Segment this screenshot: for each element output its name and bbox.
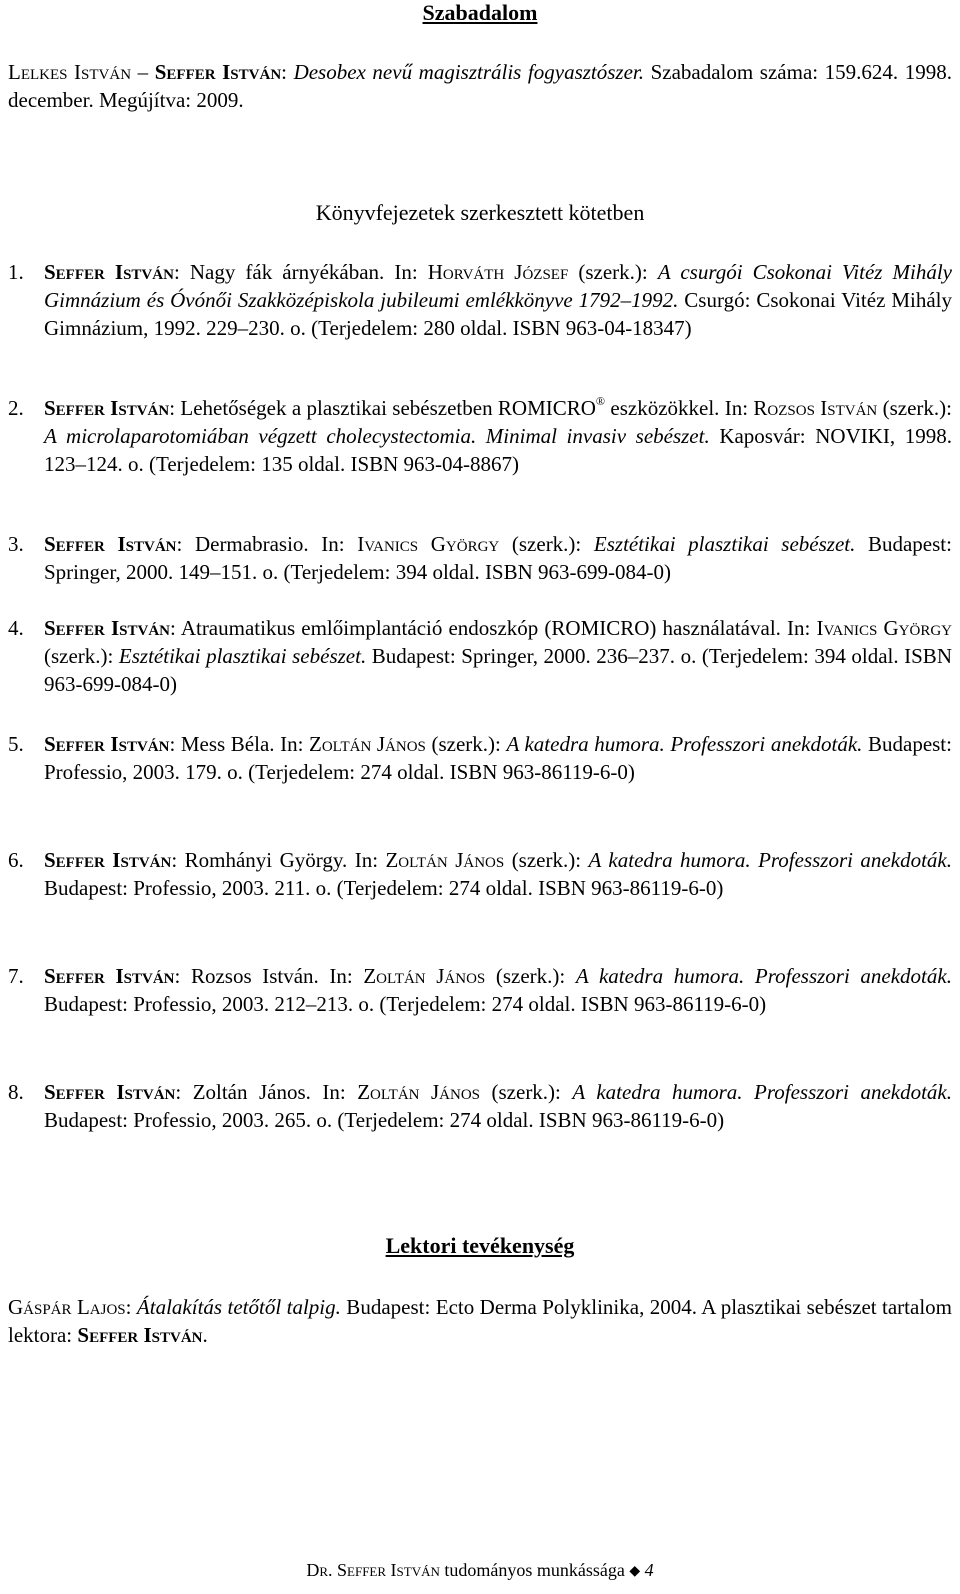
entry-editor-suffix: (szerk.):: [44, 644, 119, 668]
entry-publication: Budapest: Professio, 2003. 265. o. (Terjedelem: 274 oldal. ISBN 963-86119-6-0): [44, 1108, 725, 1132]
entry-number: 3.: [8, 532, 24, 556]
entry-body: [44, 530, 952, 586]
entry-number: 8.: [8, 1080, 24, 1104]
list-item: [8, 614, 952, 698]
entry-chapter: Mess Béla. In:: [180, 732, 310, 756]
review-lector: Seffer István: [77, 1323, 203, 1347]
entry-publication: Budapest: Professio, 2003. 211. o. (Terjedelem: 274 oldal. ISBN 963-86119-6-0): [44, 876, 724, 900]
entry-editor: Ivanics György: [816, 616, 953, 640]
entry-body: [44, 962, 952, 1018]
list-item: [8, 730, 952, 786]
entry-author: Seffer István: [44, 732, 170, 756]
entry-book: A katedra humora. Professzori anekdoták.: [506, 732, 863, 756]
section-title-patent: Szabadalom: [422, 0, 538, 25]
entry-editor: Rozsos István: [753, 396, 878, 420]
entry-book: A microlaparotomiában végzett cholecystectomia. Minimal invasiv sebészet.: [44, 424, 710, 448]
section-title-review: Lektori tevékenység: [385, 1233, 575, 1258]
entry-chapter: Romhányi György. In:: [184, 848, 386, 872]
entry-body: [44, 846, 952, 902]
section-title-book-chapters: Könyvfejezetek szerkesztett kötetben: [315, 200, 645, 225]
entry-body: [44, 1078, 952, 1134]
list-item: [8, 258, 952, 342]
entry-editor: Zoltán János: [309, 732, 426, 756]
list-item: [8, 1078, 952, 1134]
entry-chapter: Atraumatikus emlőimplantáció endoszkóp (ROMICRO) használatával. In:: [180, 616, 817, 640]
entry-editor-suffix: (szerk.):: [877, 396, 952, 420]
patent-dash: –: [131, 60, 155, 84]
entry-body: [44, 730, 952, 786]
entry-chapter: Dermabrasio. In:: [194, 532, 358, 556]
entry-body: [44, 614, 952, 698]
entry-book: A csurgói Csokonai Vitéz Mihály Gimnázium és Óvónői Szakközépiskola jubileumi emlékkönyve 1792–1992.: [44, 260, 953, 312]
entry-author: Seffer István: [44, 260, 174, 284]
entry-publication: Budapest: Springer, 2000. 149–151. o. (Terjedelem: 394 oldal. ISBN 963-699-084-0): [44, 532, 952, 584]
entry-author: Seffer István: [44, 964, 175, 988]
review-entry: [8, 1293, 952, 1349]
review-separator: :: [125, 1295, 137, 1319]
entry-editor-suffix: (szerk.):: [485, 964, 576, 988]
patent-author-1: Lelkes István: [8, 60, 132, 84]
entry-book: Esztétikai plasztikai sebészet.: [593, 532, 856, 556]
entry-editor: Zoltán János: [363, 964, 486, 988]
entry-editor-suffix: (szerk.):: [568, 260, 658, 284]
entry-number: 2.: [8, 396, 24, 420]
patent-author-2: Seffer István: [154, 60, 282, 84]
entry-number: 7.: [8, 964, 24, 988]
list-item: [8, 962, 952, 1018]
entry-number: 1.: [8, 260, 24, 284]
entry-editor: Ivanics György: [357, 532, 500, 556]
patent-details: Szabadalom száma: 159.624. 1998. december. Megújítva: 2009.: [8, 60, 952, 112]
entry-body: [44, 258, 952, 342]
entry-author: Seffer István: [44, 848, 172, 872]
entry-editor: Horváth József: [427, 260, 569, 284]
entry-number: 5.: [8, 732, 24, 756]
entry-number: 6.: [8, 848, 24, 872]
entry-publication: Kaposvár: NOVIKI, 1998. 123–124. o. (Terjedelem: 135 oldal. ISBN 963-04-8867): [44, 424, 952, 476]
list-item: [8, 846, 952, 902]
entry-author: Seffer István: [44, 396, 170, 420]
entry-author: Seffer István: [44, 1080, 176, 1104]
entry-chapter: Rozsos István. In:: [190, 964, 364, 988]
review-publication: Budapest: Ecto Derma Polyklinika, 2004. A plasztikai sebészet tartalom lektora:: [8, 1295, 953, 1347]
patent-entry: [8, 58, 952, 114]
footer-text: tudományos munkássága: [439, 1560, 630, 1580]
page-number: 4: [644, 1560, 654, 1580]
entry-separator: :: [173, 260, 190, 284]
patent-colon: :: [281, 60, 294, 84]
entry-chapter: Zoltán János. In:: [192, 1080, 358, 1104]
review-title: Átalakítás tetőtől talpig.: [136, 1295, 341, 1319]
entry-publication: Budapest: Professio, 2003. 179. o. (Terjedelem: 274 oldal. ISBN 963-86119-6-0): [44, 732, 952, 784]
entry-editor-suffix: (szerk.):: [499, 532, 594, 556]
entry-separator: :: [169, 732, 181, 756]
entry-editor: Zoltán János: [385, 848, 505, 872]
entry-publication: Budapest: Springer, 2000. 236–237. o. (Terjedelem: 394 oldal. ISBN 963-699-084-0): [44, 644, 952, 696]
entry-separator: :: [170, 616, 181, 640]
entry-body: [44, 394, 952, 478]
entry-author: Seffer István: [44, 532, 177, 556]
entry-editor-suffix: (szerk.):: [504, 848, 589, 872]
entry-author: Seffer István: [44, 616, 170, 640]
entry-separator: :: [175, 1080, 193, 1104]
entry-separator: :: [171, 848, 185, 872]
entry-editor-suffix: (szerk.):: [425, 732, 507, 756]
registered-mark: ®: [595, 394, 606, 408]
entry-chapter: Lehetőségek a plasztikai sebészetben ROMICRO: [180, 396, 596, 420]
entry-separator: :: [174, 964, 191, 988]
entry-book: Esztétikai plasztikai sebészet.: [118, 644, 367, 668]
review-author: Gáspár Lajos: [8, 1295, 126, 1319]
entry-book: A katedra humora. Professzori anekdoták.: [572, 1080, 952, 1104]
entry-publication: Csurgó: Csokonai Vitéz Mihály Gimnázium, 1992. 229–230. o. (Terjedelem: 280 oldal. ISBN 963-04-18347): [44, 288, 952, 340]
page-footer: [0, 1560, 960, 1581]
entry-separator: :: [176, 532, 195, 556]
entry-editor-suffix: (szerk.):: [480, 1080, 573, 1104]
entry-chapter-end: eszközökkel. In:: [605, 396, 754, 420]
list-item: [8, 530, 952, 586]
entry-book: A katedra humora. Professzori anekdoták.: [575, 964, 952, 988]
entry-number: 4.: [8, 616, 24, 640]
entry-chapter: Nagy fák árnyékában. In:: [189, 260, 428, 284]
footer-author: Dr. Seffer István: [306, 1560, 440, 1580]
patent-title: Desobex nevű magisztrális fogyasztószer.: [293, 60, 645, 84]
entry-book: A katedra humora. Professzori anekdoták.: [588, 848, 952, 872]
entry-editor: Zoltán János: [357, 1080, 481, 1104]
review-end: .: [202, 1323, 208, 1347]
entry-separator: :: [169, 396, 181, 420]
entry-publication: Budapest: Professio, 2003. 212–213. o. (Terjedelem: 274 oldal. ISBN 963-86119-6-0): [44, 992, 767, 1016]
list-item: [8, 394, 952, 478]
diamond-icon: ◆: [629, 1564, 641, 1579]
